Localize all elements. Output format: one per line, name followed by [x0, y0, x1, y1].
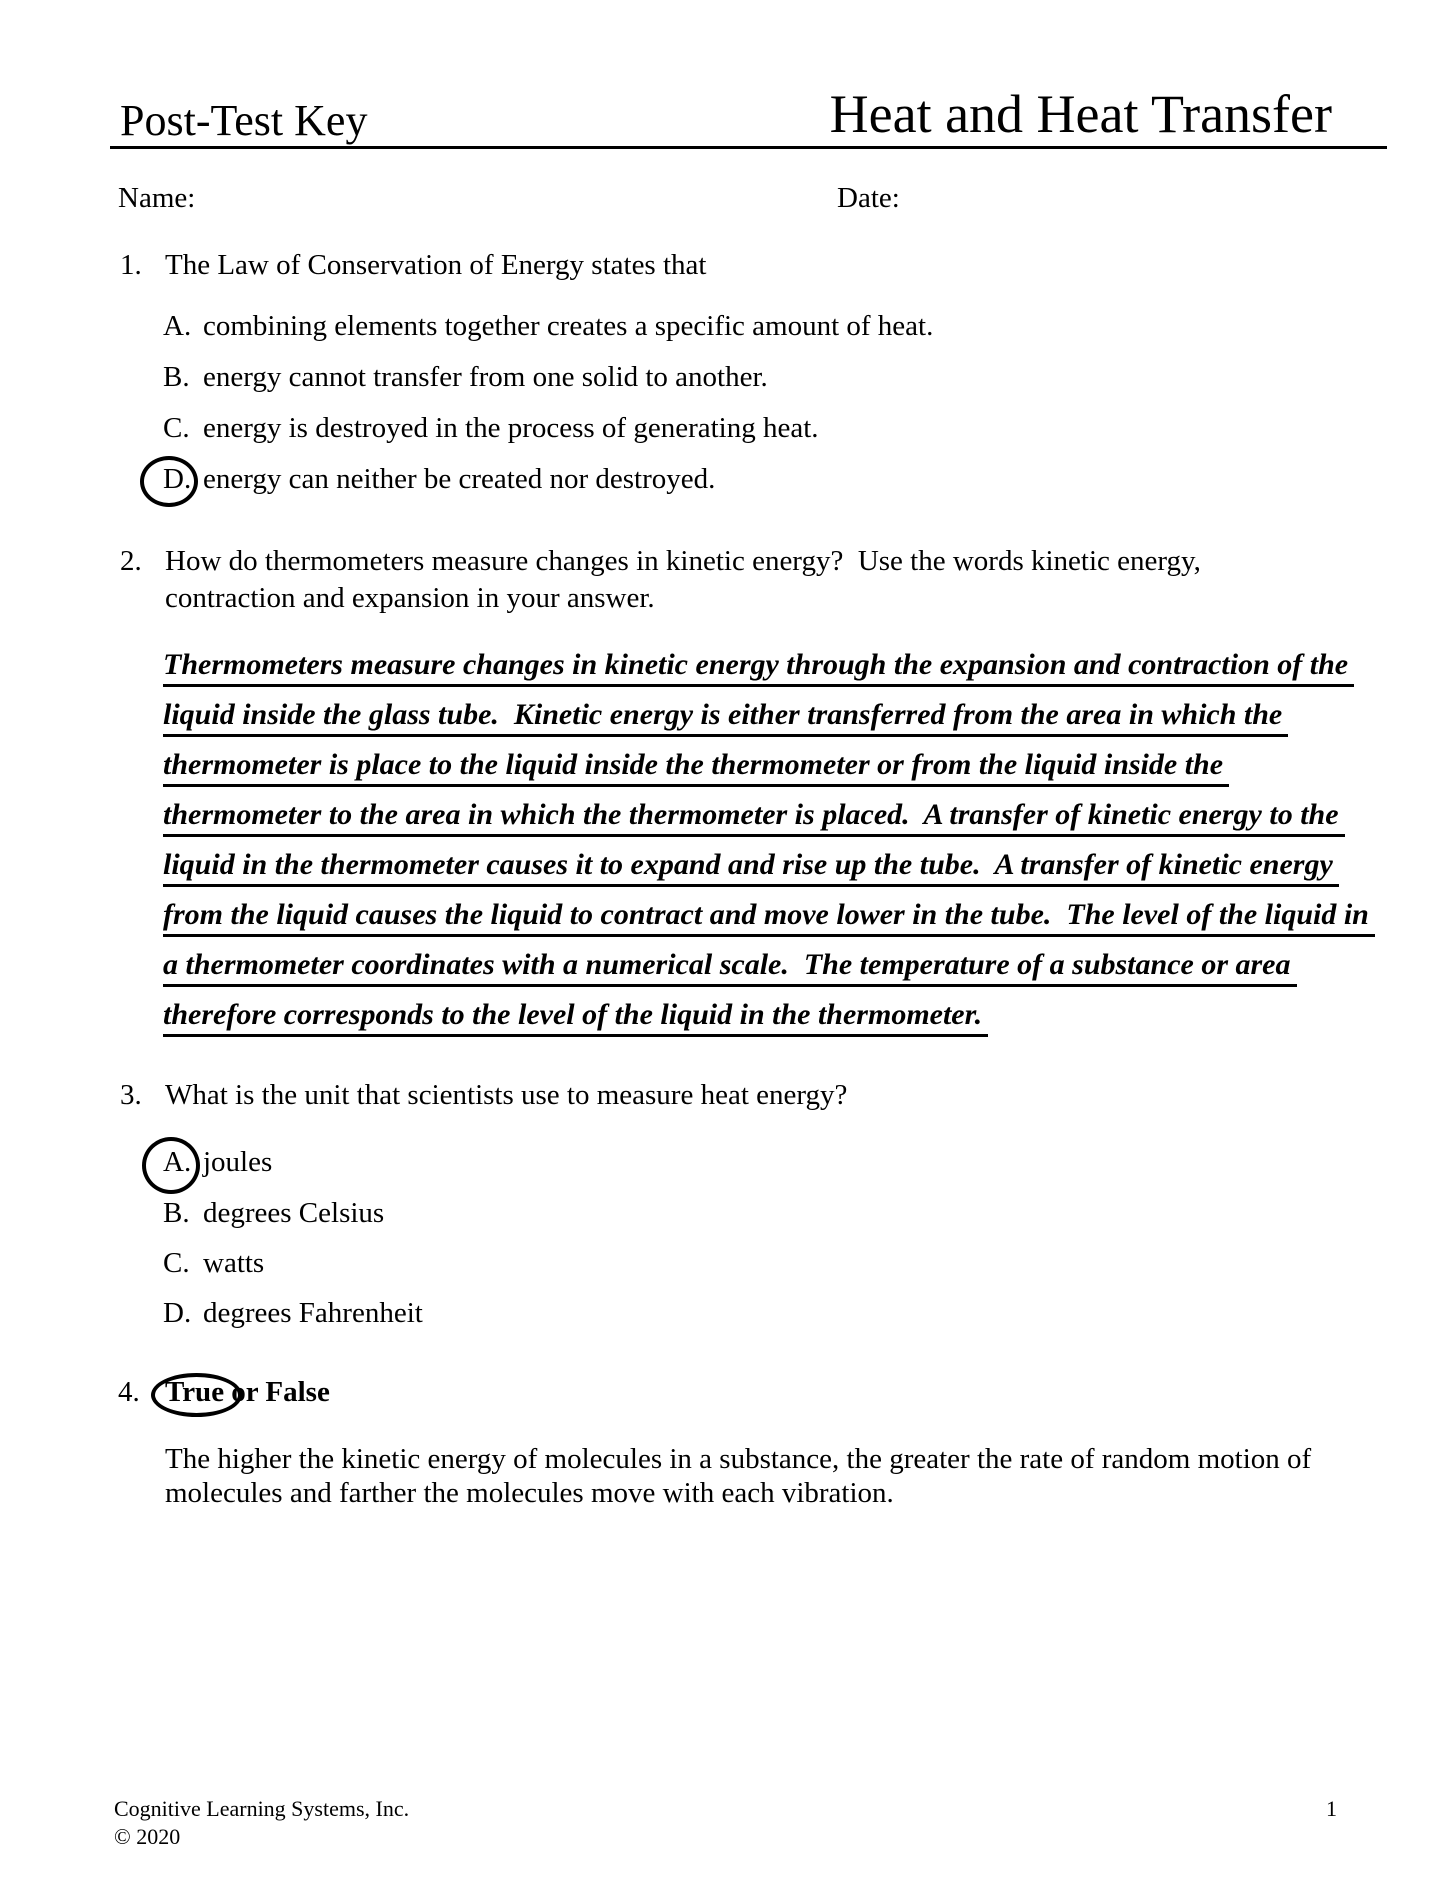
option-text: joules [203, 1146, 273, 1178]
option-letter: D. [163, 463, 192, 495]
option-text: degrees Celsius [203, 1197, 385, 1229]
question-3-text: What is the unit that scientists use to measure heat energy? [165, 1079, 848, 1111]
footer-company: Cognitive Learning Systems, Inc. [114, 1796, 410, 1821]
option-text: degrees Fahrenheit [203, 1297, 423, 1329]
question-1-option-c [163, 412, 819, 445]
option-text: energy cannot transfer from one solid to another. [203, 361, 768, 393]
page-title-left: Post-Test Key [120, 96, 368, 145]
answer-circle-q1 [140, 456, 198, 507]
answer-line-5: liquid in the thermometer causes it to expand and rise up the tube. A transfer of kinetic energy [163, 850, 1339, 887]
answer-line-3: thermometer is place to the liquid inside the thermometer or from the liquid inside the [163, 750, 1229, 787]
question-1-option-d [163, 463, 715, 496]
question-1-text: The Law of Conservation of Energy states that [165, 249, 707, 281]
option-letter: C. [163, 1247, 190, 1279]
question-4-number: 4. [118, 1376, 140, 1408]
question-4-text-line1: The higher the kinetic energy of molecules in a substance, the greater the rate of random motion of [165, 1443, 1312, 1475]
answer-line-2: liquid inside the glass tube. Kinetic energy is either transferred from the area in which the [163, 700, 1288, 737]
option-letter: A. [163, 310, 192, 342]
question-3-option-c [163, 1247, 264, 1280]
option-text: watts [203, 1247, 265, 1279]
question-2-text-line1: How do thermometers measure changes in kinetic energy? Use the words kinetic energy, [165, 545, 1201, 577]
option-letter: B. [163, 361, 190, 393]
question-3-number: 3. [120, 1079, 142, 1111]
answer-line-1: Thermometers measure changes in kinetic energy through the expansion and contraction of the [163, 650, 1354, 687]
option-letter: B. [163, 1197, 190, 1229]
header-rule [110, 146, 1387, 149]
question-1-option-a [163, 310, 933, 343]
question-3 [120, 1079, 847, 1112]
answer-circle-q3 [142, 1137, 200, 1194]
option-text: combining elements together creates a specific amount of heat. [203, 310, 934, 342]
footer-copyright: © 2020 [114, 1824, 181, 1849]
question-3-option-d [163, 1297, 423, 1330]
question-2-number: 2. [120, 545, 142, 577]
question-4-title: True or False [165, 1376, 330, 1408]
answer-line-8: therefore corresponds to the level of the liquid in the thermometer. [163, 1000, 988, 1037]
question-4-text-line2: molecules and farther the molecules move with each vibration. [165, 1477, 894, 1509]
option-letter: A. [163, 1146, 192, 1178]
answer-circle-q4 [151, 1373, 242, 1417]
answer-line-7: a thermometer coordinates with a numerical scale. The temperature of a substance or area [163, 950, 1297, 987]
option-letter: C. [163, 412, 190, 444]
option-text: energy is destroyed in the process of generating heat. [203, 412, 819, 444]
question-2 [120, 545, 1201, 578]
option-letter: D. [163, 1297, 192, 1329]
date-label: Date: [837, 182, 900, 214]
option-text: energy can neither be created nor destroyed. [203, 463, 716, 495]
question-3-option-b [163, 1197, 384, 1230]
question-1 [120, 249, 706, 282]
question-2-text-line2: contraction and expansion in your answer. [165, 582, 655, 614]
question-1-option-b [163, 361, 768, 394]
footer-page-number: 1 [1326, 1796, 1337, 1821]
page-title-right: Heat and Heat Transfer [829, 84, 1332, 144]
answer-line-6: from the liquid causes the liquid to contract and move lower in the tube. The level of the liquid in [163, 900, 1375, 937]
name-label: Name: [118, 182, 196, 214]
question-1-number: 1. [120, 249, 142, 281]
answer-line-4: thermometer to the area in which the thermometer is placed. A transfer of kinetic energy to the [163, 800, 1345, 837]
